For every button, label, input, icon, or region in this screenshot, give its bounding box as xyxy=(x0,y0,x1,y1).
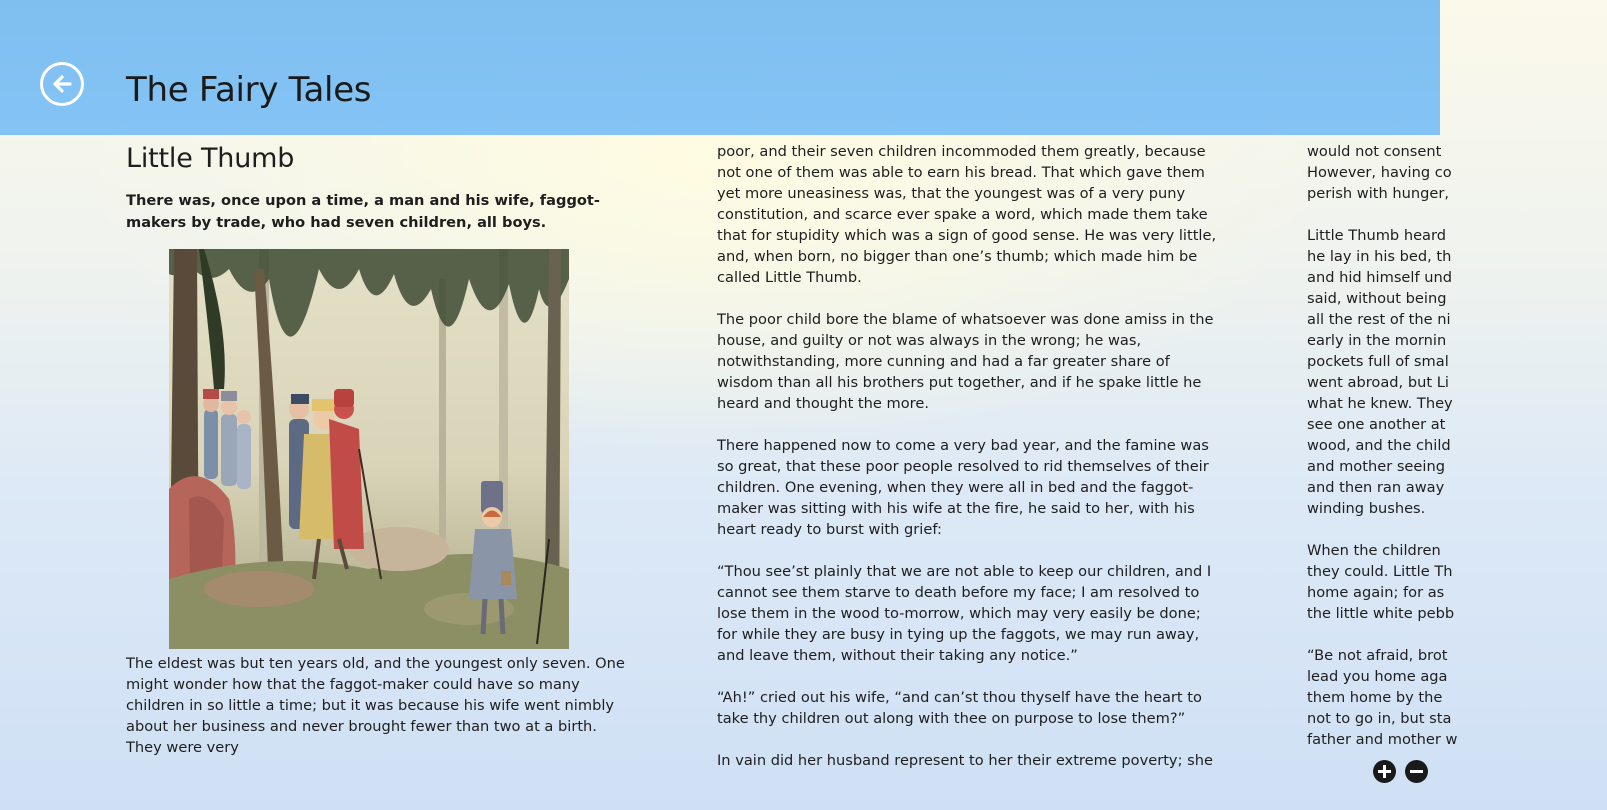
text-line: However, having co xyxy=(1307,164,1452,181)
reader-column-1 xyxy=(126,140,626,779)
paragraph: “Thou see’st plainly that we are not able to keep our children, and I cannot see them starve to death before my face; I am resolved to lose them in the wood to-morrow, which may very easily be done; for while they are busy in tying up the faggots, we may run away, and leave them, without their taking any notice.” xyxy=(717,563,1212,664)
page-title: The Fairy Tales xyxy=(126,70,372,110)
reader-column-2 xyxy=(717,141,1217,792)
text-line: Little Thumb heard xyxy=(1307,227,1447,244)
text-line: winding bushes. xyxy=(1307,500,1426,517)
paragraph xyxy=(1307,540,1455,624)
text-line: father and mother w xyxy=(1307,731,1458,748)
paragraph xyxy=(1307,225,1453,519)
zoom-controls xyxy=(1373,760,1428,783)
text-line: “Be not afraid, brot xyxy=(1307,647,1448,664)
text-line: When the children xyxy=(1307,542,1441,559)
text-line: wood, and the child xyxy=(1307,437,1451,454)
app-header xyxy=(0,0,1440,135)
forest-children-illustration xyxy=(169,249,569,649)
paragraph: The poor child bore the blame of whatsoever was done amiss in the house, and guilty or not was always in the wrong; he was, notwithstanding, more cunning and had a far greater share of wisdom than all his brothers put together, and if he spake little he heard and thought the more. xyxy=(717,311,1214,412)
zoom-out-button[interactable] xyxy=(1405,760,1428,783)
text-line: perish with hunger, xyxy=(1307,185,1450,202)
text-line: early in the mornin xyxy=(1307,332,1447,349)
story-title: Little Thumb xyxy=(126,143,295,174)
text-line: see one another at xyxy=(1307,416,1446,433)
text-line: what he knew. They xyxy=(1307,395,1453,412)
text-line: the little white pebb xyxy=(1307,605,1455,622)
back-arrow-icon xyxy=(50,72,74,96)
reader-column-3 xyxy=(1307,141,1607,771)
paragraph xyxy=(1307,645,1458,750)
text-line: pockets full of smal xyxy=(1307,353,1449,370)
text-line: them home by the xyxy=(1307,689,1443,706)
text-line: said, without being xyxy=(1307,290,1447,307)
paragraph: In vain did her husband represent to her their extreme poverty; she xyxy=(717,752,1213,769)
text-line: they could. Little Th xyxy=(1307,563,1453,580)
text-line: home again; for as xyxy=(1307,584,1445,601)
text-line: and then ran away xyxy=(1307,479,1445,496)
clipped-column xyxy=(1307,141,1458,750)
paragraph: poor, and their seven children incommoded them greatly, because not one of them was able to earn his bread. That which gave them yet more uneasiness was, that the youngest was of a very puny constitution, and scarce ever spake a word, which made them take that for stupidity which was a sign of good sense. He was very little, and, when born, no bigger than one’s thumb; which made him be called Little Thumb. xyxy=(717,143,1217,286)
text-line: went abroad, but Li xyxy=(1307,374,1449,391)
text-line: and hid himself und xyxy=(1307,269,1452,286)
paragraph: The eldest was but ten years old, and the youngest only seven. One might wonder how that the faggot-maker could have so many children in so little a time; but it was because his wife went nimbly about her business and never brought fewer than two at a birth. They were very xyxy=(126,655,625,756)
text-line: would not consent xyxy=(1307,143,1442,160)
paragraph: There happened now to come a very bad year, and the famine was so great, that these poor people resolved to rid themselves of their children. One evening, when they were all in bed and the faggot-maker was sitting with his wife at the fire, he said to her, with his heart ready to burst with grief: xyxy=(717,437,1209,538)
text-line: all the rest of the ni xyxy=(1307,311,1451,328)
text-line: not to go in, but sta xyxy=(1307,710,1452,727)
paragraph xyxy=(1307,141,1452,204)
story-intro: There was, once upon a time, a man and his wife, faggot-makers by trade, who had seven children, all boys. xyxy=(126,192,600,231)
zoom-in-button[interactable] xyxy=(1373,760,1396,783)
back-button[interactable] xyxy=(40,62,84,106)
text-line: he lay in his bed, th xyxy=(1307,248,1452,265)
text-line: and mother seeing xyxy=(1307,458,1445,475)
paragraph: “Ah!” cried out his wife, “and can’st thou thyself have the heart to take thy children out along with thee on purpose to lose them?” xyxy=(717,689,1202,727)
text-line: lead you home aga xyxy=(1307,668,1448,685)
